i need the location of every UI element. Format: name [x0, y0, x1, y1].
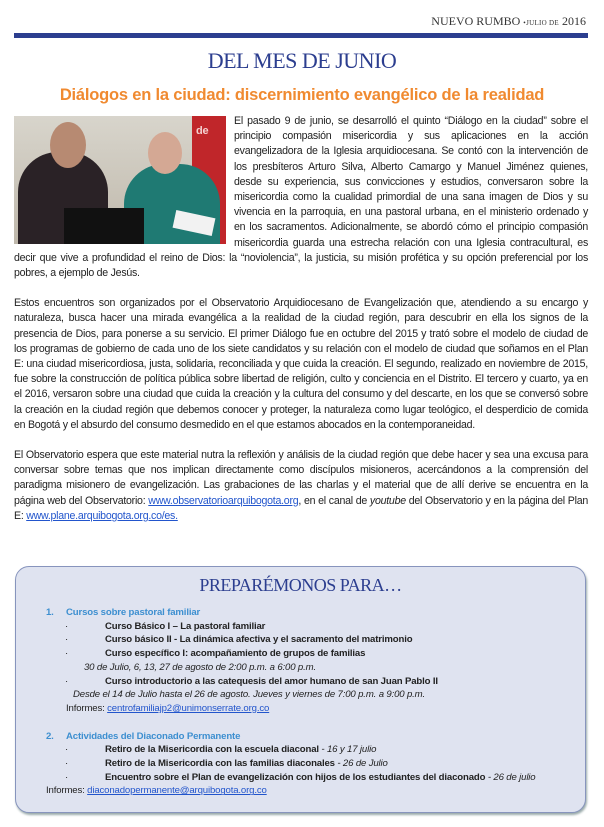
text: , en el canal de — [298, 494, 370, 507]
plane-link[interactable]: www.plane.arquibogota.org.co/es. — [26, 509, 178, 522]
issue-year: 2016 — [562, 14, 586, 28]
text: Retiro de la Misericordia con las familias diaconales — [105, 758, 335, 770]
list-item — [46, 647, 585, 661]
list-item — [46, 743, 585, 757]
banner-text: de — [196, 125, 209, 137]
text: Encuentro sobre el Plan de evangelización con hijos de los estudiantes del diaconado — [105, 771, 486, 783]
info-line — [46, 702, 585, 716]
paragraph-2: Estos encuentros son organizados por el Observatorio Arquidiocesano de Evangelización que, atendiendo a su encargo y naturaleza, busca hacer una mirada evangélica a la realidad de la ciudad región, para descubrir en ella los signos de la presencia de Dios, para ponerse a su servicio. El primer Diálogo fue en octubre del 2015 y trató sobre el modelo de ciudad de los programas de gobierno de cada uno de los siete candidatos y su relación con el modelo de ciudad que soñamos en el Plan E: una ciudad misericordiosa, justa, solidaria, reconciliada y que cuida la creación. El segundo, realizado en noviembre de 2015, fue sobre la construcción de política pública sobre libertad de religión, culto y conciencia en el Distrito. El tercero y cuarto, ya en el 2016, versaron sobre una ciudad que cuida la creación y la cultura del consumo y del descarte, en los que se conversó sobre la creación en la ciudad región que debemos conocer y proteger, la naturaleza como lugar teológico, el desperdicio de comida en Bogotá y el absurdo del consumo desmedido en el que estamos abocados en la contemporaneidad. — [14, 297, 588, 431]
text: Curso específico I: acompañamiento de grupos de familias — [105, 648, 366, 660]
text: Informes: — [66, 702, 108, 714]
separator: • — [523, 19, 527, 27]
observatorio-link[interactable]: www.observatorioarquibogota.org — [148, 494, 299, 507]
header-rule — [14, 33, 588, 38]
issue-month: JULIO DE — [526, 19, 559, 27]
text: Informes: — [46, 785, 88, 797]
text: Actividades del Diaconado Permanente — [66, 730, 241, 742]
list-item — [46, 620, 585, 634]
text: 1. — [46, 607, 54, 618]
text: Curso básico II - La dinámica afectiva y el sacramento del matrimonio — [105, 634, 413, 646]
article-body — [14, 114, 588, 539]
list-item — [46, 633, 585, 647]
info-line — [46, 784, 585, 798]
text: · — [65, 744, 69, 756]
list-item — [46, 675, 585, 689]
article-photo — [14, 116, 226, 244]
schedule-note: Desde el 14 de Julio hasta el 26 de agosto. Jueves y viernes de 7:00 p.m. a 9:00 p.m. — [73, 689, 426, 701]
text: Cursos sobre pastoral familiar — [66, 607, 201, 618]
text: Curso introductorio a las catequesis del amor humano de san Juan Pablo II — [105, 675, 438, 687]
text: · — [65, 634, 69, 646]
list-item — [46, 757, 585, 771]
preparemonos-box — [15, 566, 586, 813]
masthead — [431, 14, 586, 29]
section-title: DEL MES DE JUNIO — [207, 48, 397, 73]
text: · — [65, 675, 69, 687]
schedule-note: 30 de Julio, 6, 13, 27 de agosto de 2:00 p.m. a 6:00 p.m. — [84, 661, 316, 673]
text: El Observatorio espera que este material nutra la reflexión y análisis de la ciudad región que debe hacer y sea una excusa para conversar sobre temas que nos implican directamente como discípulos misioneros, acercándonos a la comprensión del paradigma misionero de evangelización. Las grabaciones de las charlas y el material que de allí derive se encuentra en la página web del Observatorio: — [14, 449, 588, 507]
text: · — [65, 771, 69, 783]
list-item — [46, 771, 585, 785]
paragraph-3 — [14, 448, 588, 524]
text: Retiro de la Misericordia con la escuela diaconal — [105, 744, 319, 756]
text: - 26 de Julio — [334, 758, 388, 770]
text: Curso Básico I – La pastoral familiar — [105, 620, 266, 632]
text: · — [65, 620, 69, 632]
text: · — [65, 758, 69, 770]
box-title: PREPARÉMONOS PARA… — [199, 575, 402, 595]
text: - 26 de julio — [485, 771, 536, 783]
text: 2. — [46, 730, 54, 742]
email-link[interactable]: diaconadopermanente@arquibogota.org.co — [87, 785, 267, 797]
text: · — [65, 648, 69, 660]
article-headline: Diálogos en la ciudad: discernimiento evangélico de la realidad — [59, 86, 545, 104]
text: youtube — [369, 494, 406, 507]
paragraph-1: El pasado 9 de junio, se desarrolló el quinto “Diálogo en la ciudad” sobre el principio compasión misericordia y sus aplicaciones en la acción evangelizadora de la Iglesia arquidiocesana. Se contó con la intervención de los presbíteros Arturo Silva, Alberto Camargo y Manuel Jiménez quienes, desde su experiencia, sus convicciones y estudios, conversaron sobre la misericordia como la cualidad primordial de una sana imagen de Dios y su vivencia en la parroquia, en una pastoral urbana, en el ministerio ordenado y en los sacramentos. Adicionalmente, se abordó cómo el principio compasión misericordia guarda una estrecha relación con una Iglesia contracultural, es decir que vive a profundidad el reino de Dios: la “noviolencia”, la justicia, su misión profética y su opción preferencial por los pobres, a ejemplo de Jesús. — [14, 115, 588, 280]
group-title — [46, 606, 585, 620]
publication-name: NUEVO RUMBO — [431, 14, 521, 28]
text: - 16 y 17 julio — [318, 744, 377, 756]
email-link[interactable]: centrofamiliajp2@unimonserrate.org.co — [107, 702, 270, 714]
text: del Observatorio y en la página del Plan E: — [14, 494, 588, 522]
group-title — [46, 730, 585, 744]
